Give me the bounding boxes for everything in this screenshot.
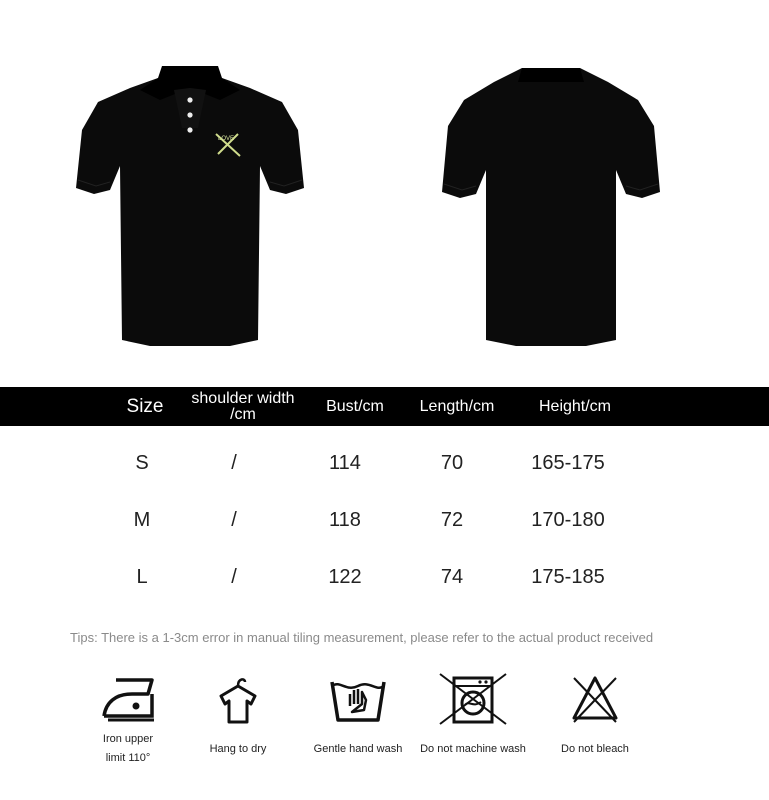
collar xyxy=(518,68,584,82)
header-shoulder-line2: /cm xyxy=(230,405,256,423)
cell-bust: 118 xyxy=(329,508,361,531)
care-item-no-bleach xyxy=(535,672,655,759)
size-table-header xyxy=(0,387,769,426)
table-row xyxy=(0,505,769,535)
cell-shoulder: / xyxy=(231,565,237,588)
header-size: Size xyxy=(126,395,164,417)
cell-length: 70 xyxy=(440,451,464,474)
cell-size: M xyxy=(133,508,151,531)
cell-shoulder: / xyxy=(231,508,237,531)
care-item-hang-dry xyxy=(178,672,298,759)
cell-length: 74 xyxy=(440,565,464,588)
polo-shirt-front-image xyxy=(70,60,310,360)
care-label: Do not bleach xyxy=(561,743,629,755)
care-item-no-machine-wash xyxy=(413,672,533,759)
care-label: Do not machine wash xyxy=(420,743,526,755)
header-shoulder-width xyxy=(178,387,308,426)
table-row xyxy=(0,448,769,478)
button xyxy=(187,112,192,117)
care-item-iron xyxy=(68,672,188,768)
cell-height: 165-175 xyxy=(531,451,605,474)
header-bust: Bust/cm xyxy=(326,397,384,415)
no-bleach-icon xyxy=(570,672,620,726)
cell-size: L xyxy=(136,565,148,588)
hand-wash-icon xyxy=(328,672,388,726)
no-machine-wash-icon xyxy=(438,672,508,726)
iron-icon xyxy=(98,672,158,726)
cell-height: 175-185 xyxy=(531,565,605,588)
header-shoulder-line1: shoulder width xyxy=(191,389,295,407)
care-label: Hang to dry xyxy=(209,743,267,755)
table-row xyxy=(0,562,769,592)
logo-text: LOVE xyxy=(218,136,235,142)
care-label: Iron upper xyxy=(102,733,154,745)
care-label: limit 110° xyxy=(105,752,151,764)
shirt-body xyxy=(442,68,660,346)
care-item-hand-wash xyxy=(298,672,418,759)
header-height: Height/cm xyxy=(538,397,612,415)
cell-bust: 122 xyxy=(328,565,362,588)
cell-height: 170-180 xyxy=(531,508,605,531)
cell-shoulder: / xyxy=(231,451,237,474)
polo-shirt-back-image xyxy=(436,60,666,360)
measurement-tips: Tips: There is a 1-3cm error in manual tiling measurement, please refer to the actual product received xyxy=(70,630,654,645)
button xyxy=(187,97,192,102)
cell-bust: 114 xyxy=(329,451,361,474)
care-label: Gentle hand wash xyxy=(313,743,403,755)
cell-size: S xyxy=(135,451,149,474)
hang-dry-icon xyxy=(213,672,263,726)
cell-length: 72 xyxy=(440,508,464,531)
header-length: Length/cm xyxy=(419,397,495,415)
button xyxy=(187,127,192,132)
